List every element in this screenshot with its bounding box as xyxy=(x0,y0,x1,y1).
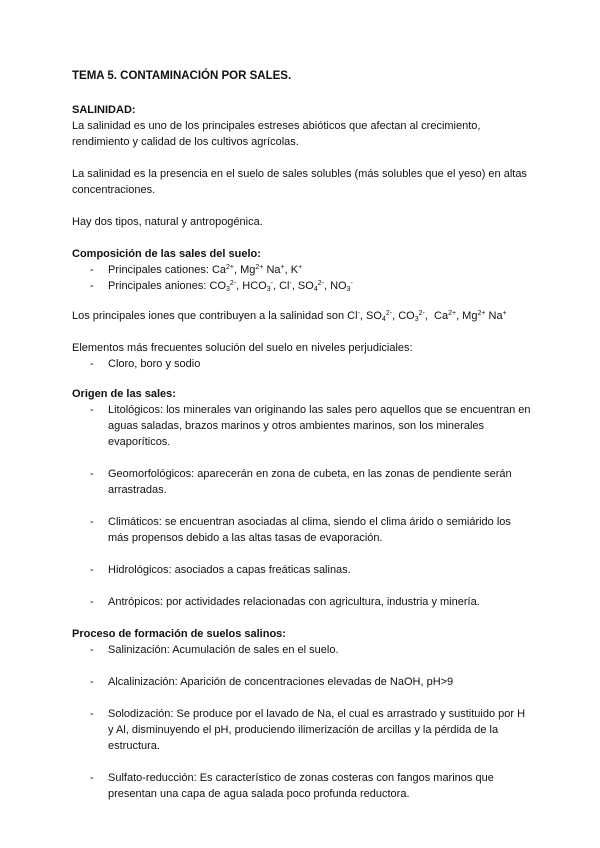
iones-paragraph: Los principales iones que contribuyen a la salinidad son Cl-, $SO_4^{2-}$, $CO_3^{2-}$, $Ca^{2+}$, $Mg^{2+}$ Na+ xyxy=(72,310,507,323)
elementos-paragraph: Elementos más frecuentes solución del suelo en niveles perjudiciales: xyxy=(72,342,413,354)
salinidad-paragraph-1: La salinidad es uno de los principales estreses abióticos que afectan al crecimiento, rendimiento y calidad de los cultivos agrícolas. xyxy=(72,120,481,148)
list-item: - Cloro, boro y sodio xyxy=(72,356,532,372)
cationes-item: - Principales cationes: $Ca^{2+}$, $Mg^{2+}$ Na+, K+ xyxy=(72,262,532,278)
origen-heading: Origen de las sales: xyxy=(72,388,176,400)
list-item: - Salinización: Acumulación de sales en el suelo. xyxy=(72,642,532,658)
salinidad-paragraph-3: Hay dos tipos, natural y antropogénica. xyxy=(72,216,263,228)
list-item: - Litológicos: los minerales van originando las sales pero aquellos que se encuentran en aguas saladas, brazos marinos y otros ambientes marinos, son los minerales evaporíticos. xyxy=(72,402,532,450)
document-page xyxy=(72,68,532,818)
composicion-list xyxy=(72,262,532,294)
aniones-item: - Principales aniones: $CO_3^{2-}$, $HCO_3^-$, Cl-, $SO_4^{2-}$, $NO_3^-$ xyxy=(72,278,532,294)
list-item: - Hidrológicos: asociados a capas freáticas salinas. xyxy=(72,562,532,578)
salinidad-heading: SALINIDAD: xyxy=(72,104,136,116)
proceso-list xyxy=(72,642,532,802)
list-item: - Solodización: Se produce por el lavado de Na, el cual es arrastrado y sustituido por H y Al, disminuyendo el pH, produciendo ilimerización de arcillas y la pérdida de la estructura. xyxy=(72,706,532,754)
list-item: - Sulfato-reducción: Es característico de zonas costeras con fangos marinos que presentan una capa de agua salada poco profunda reductora. xyxy=(72,770,532,802)
list-item: - Geomorfológicos: aparecerán en zona de cubeta, en las zonas de pendiente serán arrastradas. xyxy=(72,466,532,498)
origen-list xyxy=(72,402,532,610)
list-item: - Antrópicos: por actividades relacionadas con agricultura, industria y minería. xyxy=(72,594,532,610)
document-title: TEMA 5. CONTAMINACIÓN POR SALES. xyxy=(72,70,292,82)
proceso-heading: Proceso de formación de suelos salinos: xyxy=(72,628,286,640)
list-item: - Climáticos: se encuentran asociadas al clima, siendo el clima árido o semiárido los más propensos debido a las altas tasas de evaporación. xyxy=(72,514,532,546)
salinidad-paragraph-2: La salinidad es la presencia en el suelo de sales solubles (más solubles que el yeso) en altas concentraciones. xyxy=(72,168,527,196)
composicion-heading: Composición de las sales del suelo: xyxy=(72,248,261,260)
elementos-list xyxy=(72,356,532,372)
list-item: - Alcalinización: Aparición de concentraciones elevadas de NaOH, pH>9 xyxy=(72,674,532,690)
